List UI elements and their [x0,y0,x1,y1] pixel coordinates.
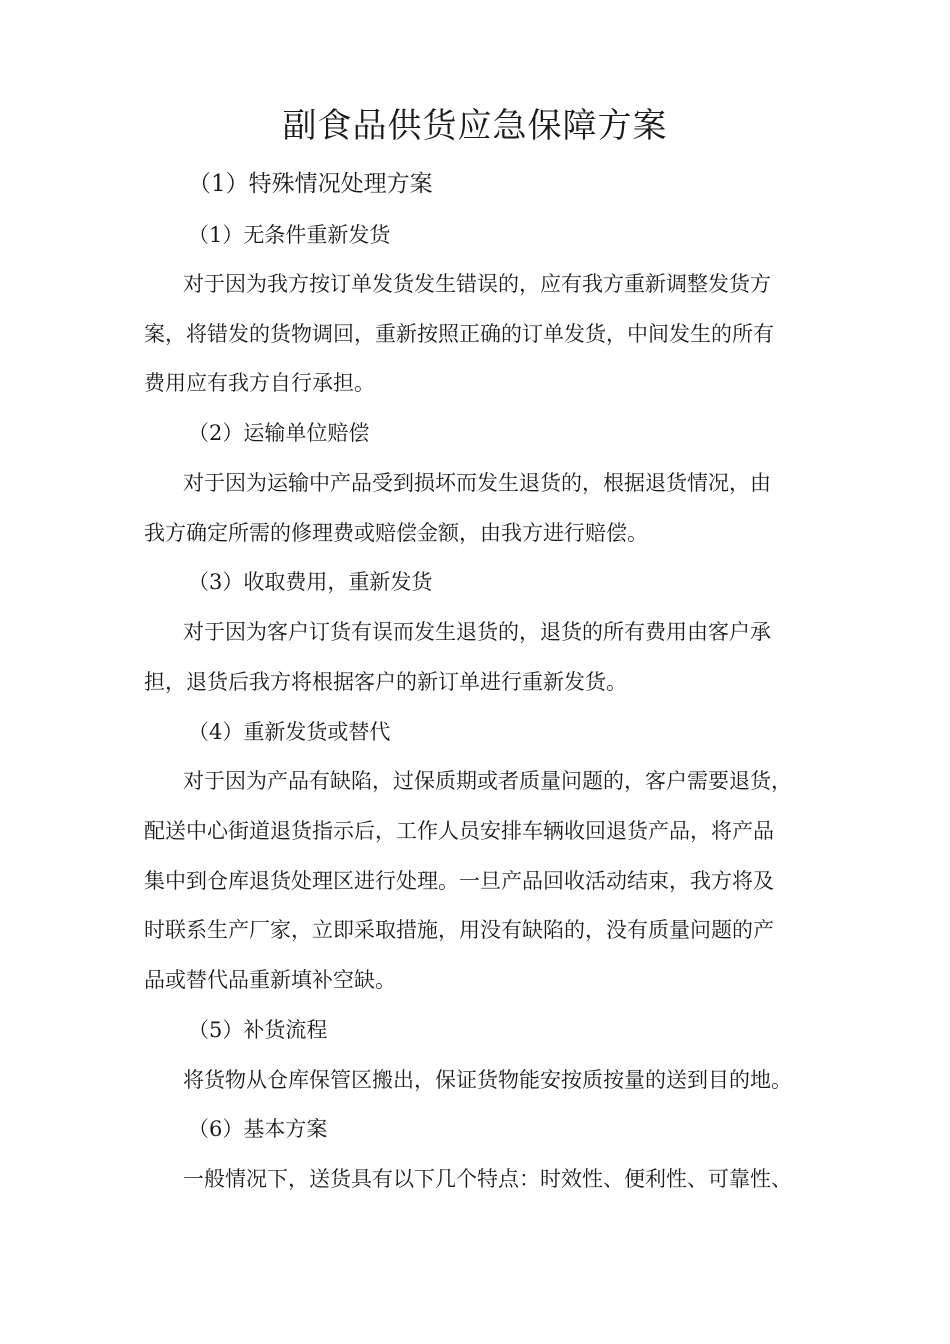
subsection-heading-4: （4）重新发货或替代 [188,720,391,744]
paragraph-line: 对于因为产品有缺陷，过保质期或者质量问题的，客户需要退货， [183,769,792,793]
paragraph-line: 一般情况下，送货具有以下几个特点：时效性、便利性、可靠性、 [183,1167,792,1191]
document-title: 副食品供货应急保障方案 [282,106,668,146]
paragraph-line: 费用应有我方自行承担。 [144,371,375,395]
paragraph-line: 我方确定所需的修理费或赔偿金额，由我方进行赔偿。 [144,521,648,545]
subsection-heading-3: （3）收取费用，重新发货 [188,570,433,594]
paragraph-line: 对于因为我方按订单发货发生错误的，应有我方重新调整发货方 [183,272,771,296]
subsection-heading-1: （1）无条件重新发货 [188,223,391,247]
paragraph-line: 对于因为运输中产品受到损坏而发生退货的，根据退货情况，由 [183,471,771,495]
paragraph-line: 配送中心街道退货指示后，工作人员安排车辆收回退货产品，将产品 [144,819,774,843]
paragraph-line: 案，将错发的货物调回，重新按照正确的订单发货，中间发生的所有 [144,322,774,346]
subsection-heading-2: （2）运输单位赔偿 [188,421,370,445]
paragraph-line: 时联系生产厂家，立即采取措施，用没有缺陷的，没有质量问题的产 [144,918,774,942]
paragraph-line: 集中到仓库退货处理区进行处理。一旦产品回收活动结束，我方将及 [144,869,774,893]
subsection-heading-6: （6）基本方案 [188,1117,328,1141]
paragraph-line: 对于因为客户订货有误而发生退货的，退货的所有费用由客户承 [183,620,771,644]
paragraph-line: 品或替代品重新填补空缺。 [144,968,396,992]
paragraph-line: 担，退货后我方将根据客户的新订单进行重新发货。 [144,670,627,694]
subsection-heading-5: （5）补货流程 [188,1018,328,1042]
section-heading: （1）特殊情况处理方案 [188,171,433,197]
paragraph-line: 将货物从仓库保管区搬出，保证货物能安按质按量的送到目的地。 [183,1068,792,1092]
